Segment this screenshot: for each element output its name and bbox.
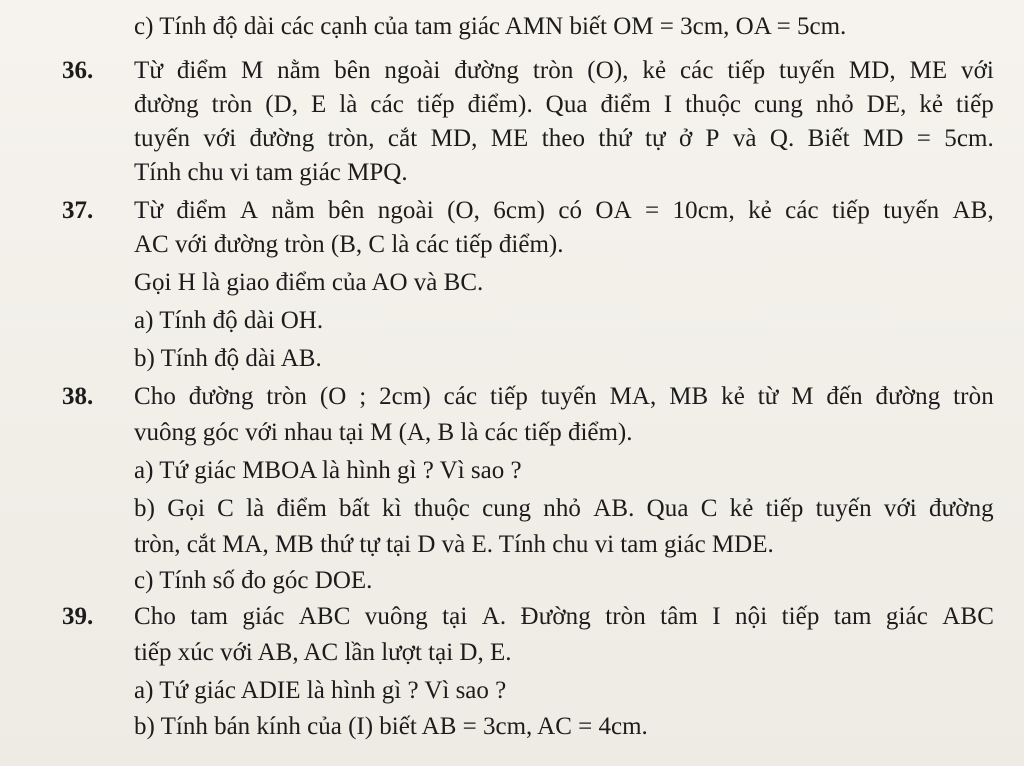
problem-38-line-2: vuông góc với nhau tại M (A, B là các tiếp điểm). — [134, 419, 633, 446]
problem-37-line-1: Từ điểm A nằm bên ngoài (O, 6cm) có OA = 10cm, kẻ các tiếp tuyến AB, — [134, 197, 994, 224]
problem-38-part-c: c) Tính số đo góc DOE. — [134, 567, 373, 594]
problem-38-number: 38. — [62, 383, 94, 410]
problem-38-part-b-line-2: tròn, cắt MA, MB thứ tự tại D và E. Tính chu vi tam giác MDE. — [134, 531, 774, 558]
problem-37-number: 37. — [62, 197, 94, 224]
problem-39-line-1: Cho tam giác ABC vuông tại A. Đường tròn tâm I nội tiếp tam giác ABC — [134, 603, 994, 630]
problem-36-line-4: Tính chu vi tam giác MPQ. — [134, 159, 408, 186]
problem-37-part-b: b) Tính độ dài AB. — [134, 345, 322, 372]
problem-36-line-1: Từ điểm M nằm bên ngoài đường tròn (O), kẻ các tiếp tuyến MD, ME với — [134, 57, 994, 84]
problem-37-line-2: AC với đường tròn (B, C là các tiếp điểm). — [134, 231, 564, 258]
problem-37-part-a: a) Tính độ dài OH. — [134, 307, 324, 334]
problem-39-part-a: a) Tứ giác ADIE là hình gì ? Vì sao ? — [134, 677, 507, 704]
problem-39-line-2: tiếp xúc với AB, AC lần lượt tại D, E. — [134, 639, 512, 666]
problem-38-line-1: Cho đường tròn (O ; 2cm) các tiếp tuyến MA, MB kẻ từ M đến đường tròn — [134, 383, 994, 410]
problem-38-part-a: a) Tứ giác MBOA là hình gì ? Vì sao ? — [134, 457, 522, 484]
problem-38-part-b-line-1: b) Gọi C là điểm bất kì thuộc cung nhỏ AB. Qua C kẻ tiếp tuyến với đường — [134, 495, 994, 522]
problem-36-line-3: tuyến với đường tròn, cắt MD, ME theo thứ tự ở P và Q. Biết MD = 5cm. — [134, 125, 994, 152]
problem-39-number: 39. — [62, 603, 94, 630]
problem-36-line-2: đường tròn (D, E là các tiếp điểm). Qua điểm I thuộc cung nhỏ DE, kẻ tiếp — [134, 91, 994, 118]
problem-35-part-c: c) Tính độ dài các cạnh của tam giác AMN biết OM = 3cm, OA = 5cm. — [134, 13, 847, 40]
problem-39-part-b: b) Tính bán kính của (I) biết AB = 3cm, AC = 4cm. — [134, 713, 648, 740]
problem-37-line-3: Gọi H là giao điểm của AO và BC. — [134, 269, 484, 296]
problem-36-number: 36. — [62, 57, 94, 84]
